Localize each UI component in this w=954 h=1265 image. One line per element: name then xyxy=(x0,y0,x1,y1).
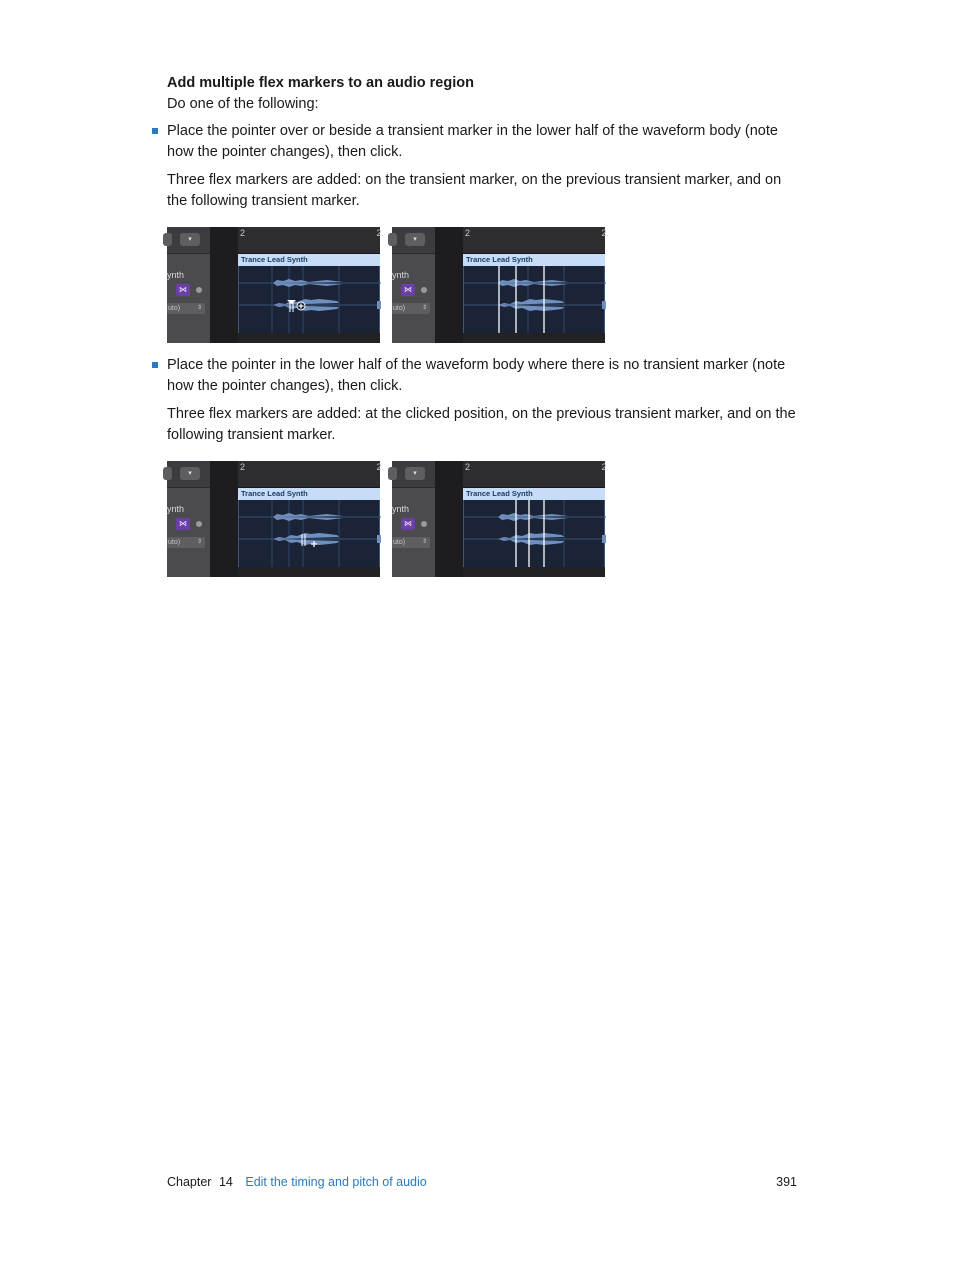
bullet-square-icon xyxy=(152,128,158,134)
track-header xyxy=(392,461,435,577)
info-dot-icon xyxy=(196,287,202,293)
page-content xyxy=(167,73,797,589)
ruler[interactable] xyxy=(238,227,384,254)
flex-icon[interactable]: ⋈ xyxy=(401,518,415,530)
dropdown-button[interactable]: ▾ xyxy=(405,233,425,246)
header-button[interactable] xyxy=(388,467,397,480)
region-name[interactable]: Trance Lead Synth xyxy=(463,488,605,500)
bullet-result: Three flex markers are added: at the clicked position, on the previous transient marker, and on the following transient marker. xyxy=(167,406,796,443)
bullet-text: Place the pointer over or beside a transient marker in the lower half of the waveform body (note how the pointer changes), then click. xyxy=(167,123,778,160)
track-header xyxy=(167,461,210,577)
info-dot-icon xyxy=(196,521,202,527)
section-intro: Do one of the following: xyxy=(167,96,319,112)
ruler-end-label: 2. xyxy=(376,228,384,238)
header-button[interactable] xyxy=(388,233,397,246)
ruler-start-label: 2 xyxy=(465,462,471,472)
dropdown-button[interactable]: ▾ xyxy=(180,467,200,480)
dropdown-button[interactable]: ▾ xyxy=(405,467,425,480)
screenshot-before xyxy=(167,461,384,577)
popup-arrows-icon: ⇕ xyxy=(421,305,427,311)
figure-row-1 xyxy=(167,227,797,343)
ruler-start-label: 2 xyxy=(240,228,246,238)
flex-mode-popup[interactable]: uto) ⇕ xyxy=(167,537,205,548)
bullet-square-icon xyxy=(152,362,158,368)
section-heading: Add multiple flex markers to an audio region xyxy=(167,75,474,91)
header-button[interactable] xyxy=(163,467,172,480)
bullet-item xyxy=(167,121,797,163)
screenshot-after xyxy=(392,227,609,343)
region-name[interactable]: Trance Lead Synth xyxy=(238,254,380,266)
waveform-icon xyxy=(464,266,606,333)
popup-arrows-icon: ⇕ xyxy=(196,539,202,545)
flex-icon[interactable]: ⋈ xyxy=(401,284,415,296)
ruler-end-label: 2. xyxy=(601,462,609,472)
flex-icon[interactable]: ⋈ xyxy=(176,518,190,530)
ruler[interactable] xyxy=(463,461,609,488)
page-number: 391 xyxy=(776,1175,797,1189)
flex-mode-popup[interactable]: uto) ⇕ xyxy=(167,303,205,314)
track-name: ynth xyxy=(392,504,410,514)
bullet-result: Three flex markers are added: on the transient marker, on the previous transient marker, and on the following transient marker. xyxy=(167,172,782,209)
dropdown-button[interactable]: ▾ xyxy=(180,233,200,246)
waveform-icon xyxy=(239,266,381,333)
chapter-label: Chapter xyxy=(167,1175,212,1189)
ruler[interactable] xyxy=(238,461,384,488)
ruler[interactable] xyxy=(463,227,609,254)
ruler-start-label: 2 xyxy=(240,462,246,472)
ruler-start-label: 2 xyxy=(465,228,471,238)
chapter-title-link[interactable]: Edit the timing and pitch of audio xyxy=(245,1175,427,1189)
waveform-icon xyxy=(464,500,606,567)
info-dot-icon xyxy=(421,287,427,293)
flex-icon[interactable]: ⋈ xyxy=(176,284,190,296)
flex-mode-popup[interactable]: uto) ⇕ xyxy=(392,303,430,314)
ruler-end-label: 2. xyxy=(601,228,609,238)
track-header xyxy=(167,227,210,343)
region-name[interactable]: Trance Lead Synth xyxy=(463,254,605,266)
figure-row-2 xyxy=(167,461,797,577)
info-dot-icon xyxy=(421,521,427,527)
ruler-end-label: 2. xyxy=(376,462,384,472)
waveform-body[interactable] xyxy=(463,266,605,333)
waveform-body[interactable] xyxy=(238,266,380,333)
screenshot-after xyxy=(392,461,609,577)
popup-arrows-icon: ⇕ xyxy=(421,539,427,545)
header-button[interactable] xyxy=(163,233,172,246)
bullet-text: Place the pointer in the lower half of the waveform body where there is no transient marker (note how the pointer changes), then click. xyxy=(167,357,786,394)
track-name: ynth xyxy=(392,270,410,280)
page-footer xyxy=(167,1173,797,1193)
bullet-item xyxy=(167,355,797,397)
waveform-body[interactable] xyxy=(463,500,605,567)
screenshot-before xyxy=(167,227,384,343)
track-name: ynth xyxy=(167,504,185,514)
track-name: ynth xyxy=(167,270,185,280)
track-header xyxy=(392,227,435,343)
chapter-number: 14 xyxy=(218,1175,233,1189)
waveform-icon xyxy=(239,500,381,567)
popup-arrows-icon: ⇕ xyxy=(196,305,202,311)
waveform-body[interactable] xyxy=(238,500,380,567)
flex-mode-popup[interactable]: uto) ⇕ xyxy=(392,537,430,548)
region-name[interactable]: Trance Lead Synth xyxy=(238,488,380,500)
